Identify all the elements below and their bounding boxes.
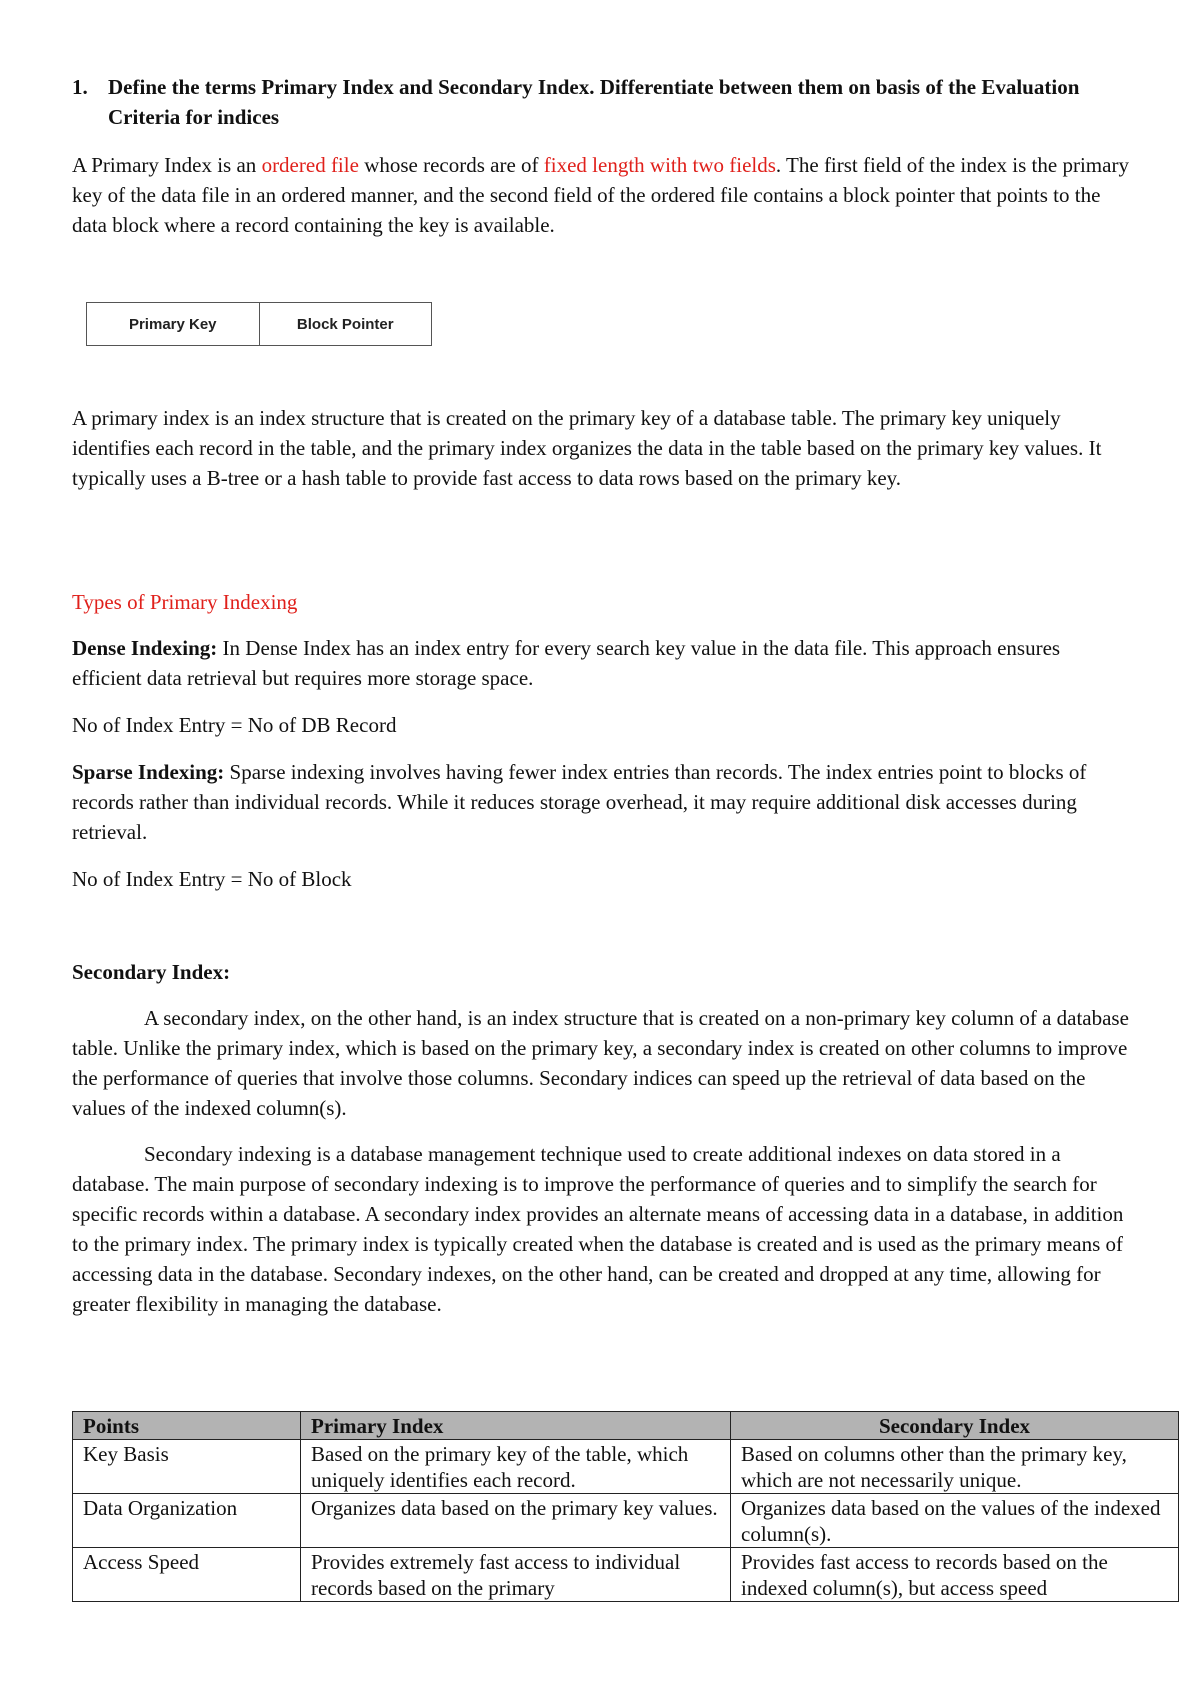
question-title: Define the terms Primary Index and Secondary Index. Differentiate between them on basis of the Evaluation Criteria for indices	[108, 75, 1080, 129]
table-cell: Provides fast access to records based on the indexed column(s), but access speed	[731, 1548, 1179, 1602]
table-header-row	[73, 1412, 1179, 1440]
dense-indexing-paragraph: Dense Indexing: In Dense Index has an index entry for every search key value in the data file. This approach ensures efficient data retrieval but requires more storage space.	[72, 636, 1061, 690]
sparse-label: Sparse Indexing:	[72, 760, 225, 784]
table-cell: Provides extremely fast access to individual records based on the primary	[301, 1548, 731, 1602]
sparse-formula: No of Index Entry = No of Block	[72, 867, 352, 891]
table-cell: Organizes data based on the values of the indexed column(s).	[731, 1494, 1179, 1548]
table-cell: Access Speed	[73, 1548, 301, 1602]
dense-label: Dense Indexing:	[72, 636, 218, 660]
table-row	[73, 1548, 1179, 1602]
question-number: 1.	[72, 75, 88, 99]
secondary-index-paragraph-1: A secondary index, on the other hand, is an index structure that is created on a non-primary key column of a database table. Unlike the primary index, which is based on the primary key, a secondary index is created on other columns to improve the performance of queries that involve those columns. Secondary indices can speed up the retrieval of data based on the values of the indexed column(s).	[72, 1006, 1129, 1120]
table-cell: Based on the primary key of the table, which uniquely identifies each record.	[301, 1440, 731, 1494]
comparison-table	[72, 1411, 1179, 1602]
diagram-primary-key-field: Primary Key	[128, 315, 217, 333]
table-cell: Based on columns other than the primary key, which are not necessarily unique.	[731, 1440, 1179, 1494]
index-record-diagram	[86, 302, 432, 346]
diagram-block-pointer-field: Block Pointer	[259, 303, 432, 345]
highlight-ordered-file: ordered file	[261, 153, 359, 177]
primary-index-paragraph: A primary index is an index structure that is created on the primary key of a database table. The primary key uniquely identifies each record in the table, and the primary index organizes the data in the table based on the primary key values. It typically uses a B-tree or a hash table to provide fast access to data rows based on the primary key.	[72, 406, 1102, 490]
table-row	[73, 1440, 1179, 1494]
dense-formula: No of Index Entry = No of DB Record	[72, 713, 397, 737]
header-points: Points	[73, 1412, 301, 1440]
primary-index-definition: A Primary Index is an ordered file whose records are of fixed length with two fields. The first field of the index is the primary key of the data file in an ordered manner, and the second field of the ordered file contains a block pointer that points to the data block where a record containing the key is available.	[72, 153, 1129, 237]
table-cell: Organizes data based on the primary key values.	[301, 1494, 731, 1548]
types-heading: Types of Primary Indexing	[72, 590, 298, 614]
highlight-fixed-length: fixed length with two fields	[543, 153, 776, 177]
sparse-indexing-paragraph: Sparse Indexing: Sparse indexing involves having fewer index entries than records. The index entries point to blocks of records rather than individual records. While it reduces storage overhead, it may require additional disk accesses during retrieval.	[72, 760, 1087, 844]
header-primary-index: Primary Index	[301, 1412, 731, 1440]
table-row	[73, 1494, 1179, 1548]
secondary-index-paragraph-2: Secondary indexing is a database management technique used to create additional indexes on data stored in a database. The main purpose of secondary indexing is to improve the performance of queries and to simplify the search for specific records within a database. A secondary index provides an alternate means of accessing data in a database, in addition to the primary index. The primary index is typically created when the database is created and is used as the primary means of accessing data in the database. Secondary indexes, on the other hand, can be created and dropped at any time, allowing for greater flexibility in managing the database.	[72, 1142, 1124, 1316]
header-secondary-index: Secondary Index	[731, 1412, 1179, 1440]
table-cell: Data Organization	[73, 1494, 301, 1548]
secondary-index-heading: Secondary Index:	[72, 960, 231, 984]
table-cell: Key Basis	[73, 1440, 301, 1494]
